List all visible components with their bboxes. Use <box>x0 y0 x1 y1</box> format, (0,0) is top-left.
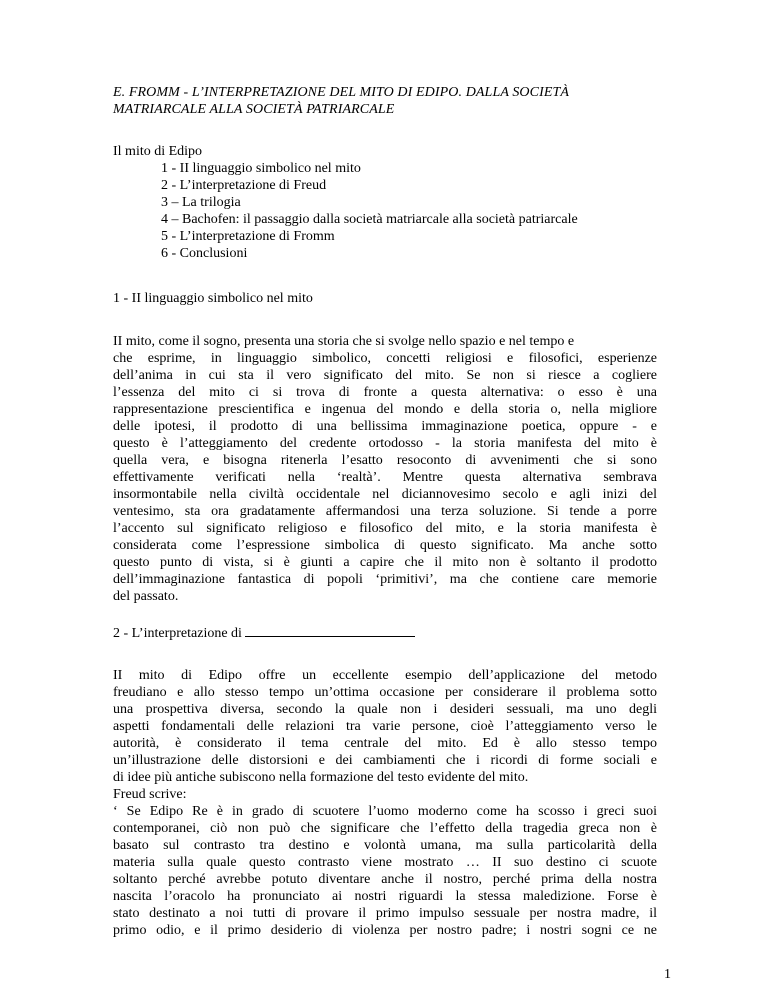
toc-item: 6 - Conclusioni <box>161 246 248 261</box>
text-line: ventesimo, sta ora gradatamente affermandosi una terza soluzione. Si tende a porre <box>113 504 657 519</box>
text-line: delle ipotesi, il prodotto di una bellissima immaginazione poetica, oppure - e <box>113 419 657 434</box>
text-line: materia sulla quale questo contrasto viene mostrato … II suo destino ci scuote <box>113 855 657 870</box>
text-line: II mito di Edipo offre un eccellente esempio dell’applicazione del metodo <box>113 668 657 683</box>
text-line: freudiano e allo stesso tempo un’ottima occasione per considerare il problema sotto <box>113 685 657 700</box>
section-2-heading <box>113 624 415 642</box>
text-line: del passato. <box>113 589 179 604</box>
text-line: primo odio, e il primo desiderio di violenza per nostro padre; i nostri sogni ce ne <box>113 923 657 938</box>
section-2-heading-text: 2 - L’interpretazione di <box>113 626 246 641</box>
text-line: effettivamente verificati nella ‘realtà’. Mentre questa alternativa sembrava <box>113 470 657 485</box>
title-line-2: MATRIARCALE ALLA SOCIETÀ PATRIARCALE <box>113 102 395 117</box>
toc-item: 4 – Bachofen: il passaggio dalla società matriarcale alla società patriarcale <box>161 212 578 227</box>
document-title <box>113 84 633 118</box>
table-of-contents <box>161 160 578 262</box>
text-line: aspetti fondamentali delle relazioni tra varie persone, cioè l’atteggiamento verso le <box>113 719 657 734</box>
toc-heading: Il mito di Edipo <box>113 144 203 159</box>
toc-item: 2 - L’interpretazione di Freud <box>161 178 327 193</box>
toc-item: 5 - L’interpretazione di Fromm <box>161 229 335 244</box>
text-line: l’essenza del mito ci si trova di fronte a questa alternativa: o esso è una <box>113 385 657 400</box>
text-line: quella vera, e bisogna ritenerla l’esatto resoconto di avvenimenti che si sono <box>113 453 657 468</box>
toc-item: 1 - II linguaggio simbolico nel mito <box>161 161 361 176</box>
page-number: 1 <box>664 967 671 982</box>
text-line: l’accento sul significato religioso e filosofico del mito, e la storia manifesta è <box>113 521 657 536</box>
text-line: nascita l’oracolo ha pronunciato ai nostri riguardi la stessa maledizione. Forse è <box>113 889 657 904</box>
text-line: dell’immaginazione fantastica di popoli ‘primitivi’, ma che contiene care memorie <box>113 572 657 587</box>
blank-underline <box>245 624 415 637</box>
text-line: Freud scrive: <box>113 787 187 802</box>
text-line: di idee più antiche subiscono nella formazione del testo evidente del mito. <box>113 770 529 785</box>
toc-item: 3 – La trilogia <box>161 195 241 210</box>
section-1-heading: 1 - II linguaggio simbolico nel mito <box>113 291 313 306</box>
text-line: autorità, è considerato il tema centrale del mito. Ed è allo stesso tempo <box>113 736 657 751</box>
text-line: insormontabile nella civiltà occidentale nel diciannovesimo secolo e agli inizi del <box>113 487 657 502</box>
text-line: una prospettiva diversa, secondo la quale non i desideri sessuali, ma uno degli <box>113 702 657 717</box>
text-line: contemporanei, ciò non può che significare che l’effetto della tragedia greca non è <box>113 821 657 836</box>
section-2-paragraph <box>113 667 657 939</box>
text-line: considerata come l’espressione simbolica di questo significato. Ma anche sotto <box>113 538 657 553</box>
text-line: un’illustrazione delle distorsioni e dei cambiamenti che i ricordi di forme sociali e <box>113 753 657 768</box>
text-line: rappresentazione prescientifica e ingenua del mondo e della storia o, nella migliore <box>113 402 657 417</box>
text-line: ‘ Se Edipo Re è in grado di scuotere l’uomo moderno come ha scosso i greci suoi <box>113 804 657 819</box>
text-line: soltanto perché avrebbe potuto diventare anche il nostro, perché prima della nostra <box>113 872 657 887</box>
text-line: II mito, come il sogno, presenta una storia che si svolge nello spazio e nel tempo e <box>113 334 575 349</box>
title-line-1: E. FROMM - L’INTERPRETAZIONE DEL MITO DI EDIPO. DALLA SOCIETÀ <box>113 85 570 100</box>
text-line: questo punto di vista, si è giunti a capire che il mito non è soltanto il prodotto <box>113 555 657 570</box>
text-line: basato sul contrasto tra destino e volontà umana, ma sulla particolarità della <box>113 838 657 853</box>
text-line: stato destinato a noi tutti di provare il primo impulso sessuale per nostra madre, il <box>113 906 657 921</box>
text-line: dell’anima in cui sta il vero significato del mito. Se non si riesce a cogliere <box>113 368 657 383</box>
section-1-paragraph <box>113 333 657 605</box>
text-line: che esprime, in linguaggio simbolico, concetti religiosi e filosofici, esperienze <box>113 351 657 366</box>
text-line: questo è l’atteggiamento del credente ortodosso - la storia manifesta del mito è <box>113 436 657 451</box>
